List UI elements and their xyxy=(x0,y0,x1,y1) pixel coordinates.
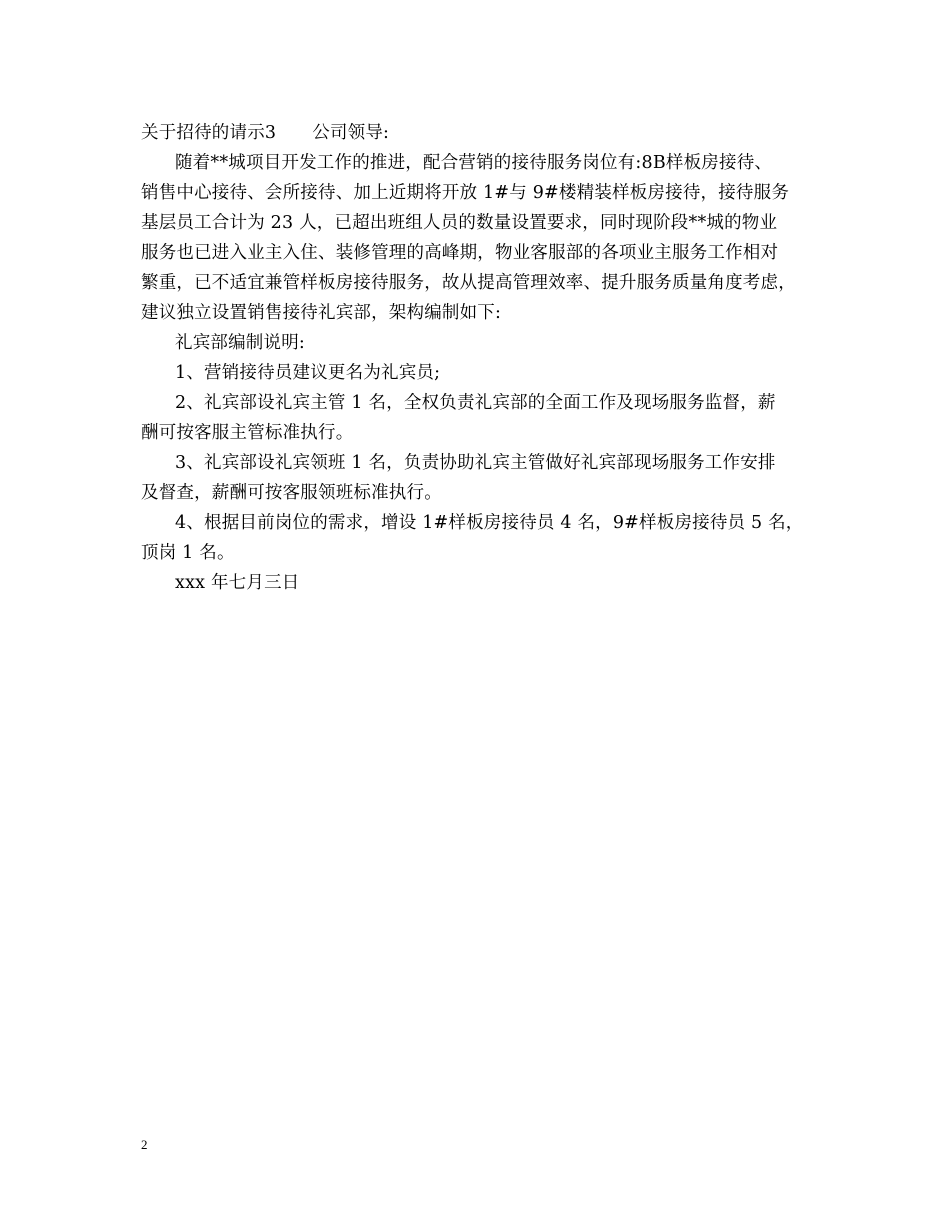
paragraph-1-line-2: 销售中心接待、会所接待、加上近期将开放 1#与 9#楼精装样板房接待，接待服务 xyxy=(141,183,790,203)
document-heading: 关于招待的请示3 xyxy=(141,123,277,143)
paragraph-1-line-3: 基层员工合计为 23 人，已超出班组人员的数量设置要求，同时现阶段**城的物业 xyxy=(141,213,778,233)
list-item-1: 1、营销接待员建议更名为礼宾员; xyxy=(175,363,441,383)
section-title: 礼宾部编制说明: xyxy=(175,333,305,353)
paragraph-1-line-4: 服务也已进入业主入住、装修管理的高峰期，物业客服部的各项业主服务工作相对 xyxy=(141,243,779,263)
document-heading-line xyxy=(141,118,829,148)
document-date: xxx 年七月三日 xyxy=(175,573,300,593)
list-item-4-line-1: 4、根据目前岗位的需求，增设 1#样板房接待员 4 名，9#样板房接待员 5 名， xyxy=(175,513,804,533)
page-number: 2 xyxy=(141,1137,148,1152)
list-item-4-line-2: 顶岗 1 名。 xyxy=(141,543,235,563)
paragraph-1-line-6: 建议独立设置销售接待礼宾部，架构编制如下: xyxy=(141,303,502,323)
paragraph-1-line-1: 随着**城项目开发工作的推进，配合营销的接待服务岗位有:8B样板房接待、 xyxy=(175,153,773,173)
list-item-2-line-2: 酬可按客服主管标准执行。 xyxy=(141,423,354,443)
salutation: 公司领导: xyxy=(312,123,390,143)
list-item-3-line-1: 3、礼宾部设礼宾领班 1 名，负责协助礼宾主管做好礼宾部现场服务工作安排 xyxy=(175,453,776,473)
paragraph-1-line-5: 繁重，已不适宜兼管样板房接待服务，故从提高管理效率、提升服务质量角度考虑， xyxy=(141,273,796,293)
document-body xyxy=(141,118,829,598)
list-item-3-line-2: 及督查，薪酬可按客服领班标准执行。 xyxy=(141,483,442,503)
list-item-2-line-1: 2、礼宾部设礼宾主管 1 名，全权负责礼宾部的全面工作及现场服务监督，薪 xyxy=(175,393,776,413)
